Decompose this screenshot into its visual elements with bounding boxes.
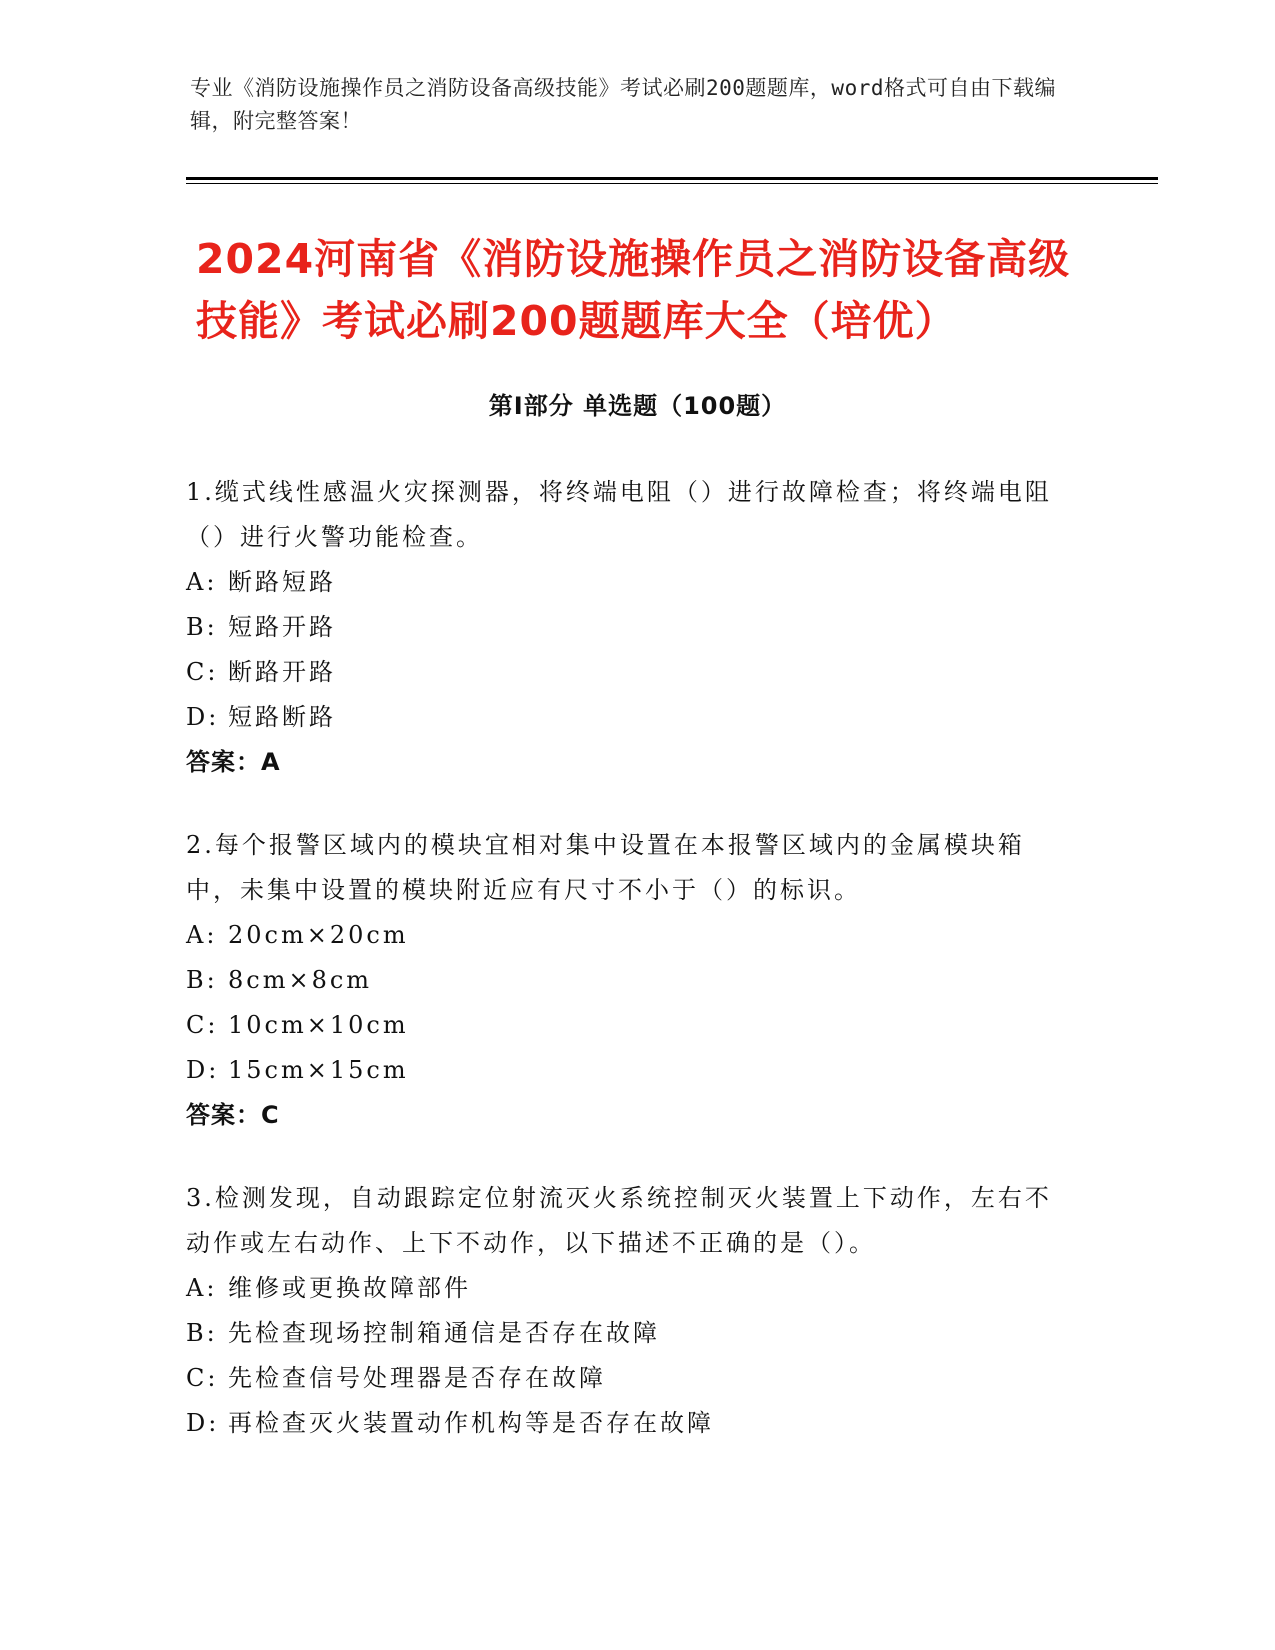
header-divider-thick xyxy=(186,177,1158,180)
question-stem: 2.每个报警区域内的模块宜相对集中设置在本报警区域内的金属模块箱中，未集中设置的模块附近应有尺寸不小于（）的标识。 xyxy=(186,831,1025,904)
option-letter: C: xyxy=(186,658,219,686)
question-stem: 3.检测发现，自动跟踪定位射流灭火系统控制灭火装置上下动作，左右不动作或左右动作、上下不动作，以下描述不正确的是（）。 xyxy=(186,1184,1052,1257)
header-divider-thin xyxy=(186,183,1158,184)
option-text: 短路断路 xyxy=(228,703,336,731)
option-letter: B: xyxy=(186,613,218,641)
option-text: 8cm×8cm xyxy=(228,966,373,994)
option-letter: A: xyxy=(186,1274,218,1302)
question-2 xyxy=(186,823,1066,1138)
question-stem: 1.缆式线性感温火灾探测器，将终端电阻（）进行故障检查；将终端电阻（）进行火警功能检查。 xyxy=(186,478,1052,551)
option-text: 15cm×15cm xyxy=(228,1056,409,1084)
option-d xyxy=(186,1401,1066,1446)
option-a xyxy=(186,560,1066,605)
option-c xyxy=(186,1356,1066,1401)
option-a xyxy=(186,913,1066,958)
question-1 xyxy=(186,470,1066,785)
header-note: 专业《消防设施操作员之消防设备高级技能》考试必刷200题题库，word格式可自由下载编辑，附完整答案！ xyxy=(190,76,1056,133)
option-d xyxy=(186,695,1066,740)
answer-line: 答案：A xyxy=(186,748,281,776)
option-text: 先检查信号处理器是否存在故障 xyxy=(228,1364,606,1392)
option-letter: B: xyxy=(186,1319,218,1347)
option-a xyxy=(186,1266,1066,1311)
option-letter: B: xyxy=(186,966,218,994)
answer-line: 答案：C xyxy=(186,1101,280,1129)
option-text: 先检查现场控制箱通信是否存在故障 xyxy=(228,1319,660,1347)
option-c xyxy=(186,1003,1066,1048)
document-title: 2024河南省《消防设施操作员之消防设备高级技能》考试必刷200题题库大全（培优） xyxy=(196,235,1071,345)
option-text: 维修或更换故障部件 xyxy=(228,1274,471,1302)
option-text: 再检查灭火装置动作机构等是否存在故障 xyxy=(228,1409,714,1437)
option-text: 10cm×10cm xyxy=(228,1011,409,1039)
option-letter: A: xyxy=(186,921,218,949)
option-letter: D: xyxy=(186,1056,220,1084)
option-letter: D: xyxy=(186,1409,220,1437)
option-text: 短路开路 xyxy=(228,613,336,641)
question-3 xyxy=(186,1176,1066,1446)
option-letter: C: xyxy=(186,1011,219,1039)
option-letter: C: xyxy=(186,1364,219,1392)
section-heading: 第Ⅰ部分 单选题（100题） xyxy=(488,392,787,420)
option-letter: A: xyxy=(186,568,218,596)
option-c xyxy=(186,650,1066,695)
option-b xyxy=(186,1311,1066,1356)
option-text: 断路短路 xyxy=(228,568,336,596)
option-b xyxy=(186,605,1066,650)
option-d xyxy=(186,1048,1066,1093)
question-list xyxy=(186,470,1066,1484)
option-letter: D: xyxy=(186,703,220,731)
option-b xyxy=(186,958,1066,1003)
option-text: 断路开路 xyxy=(228,658,336,686)
option-text: 20cm×20cm xyxy=(228,921,409,949)
